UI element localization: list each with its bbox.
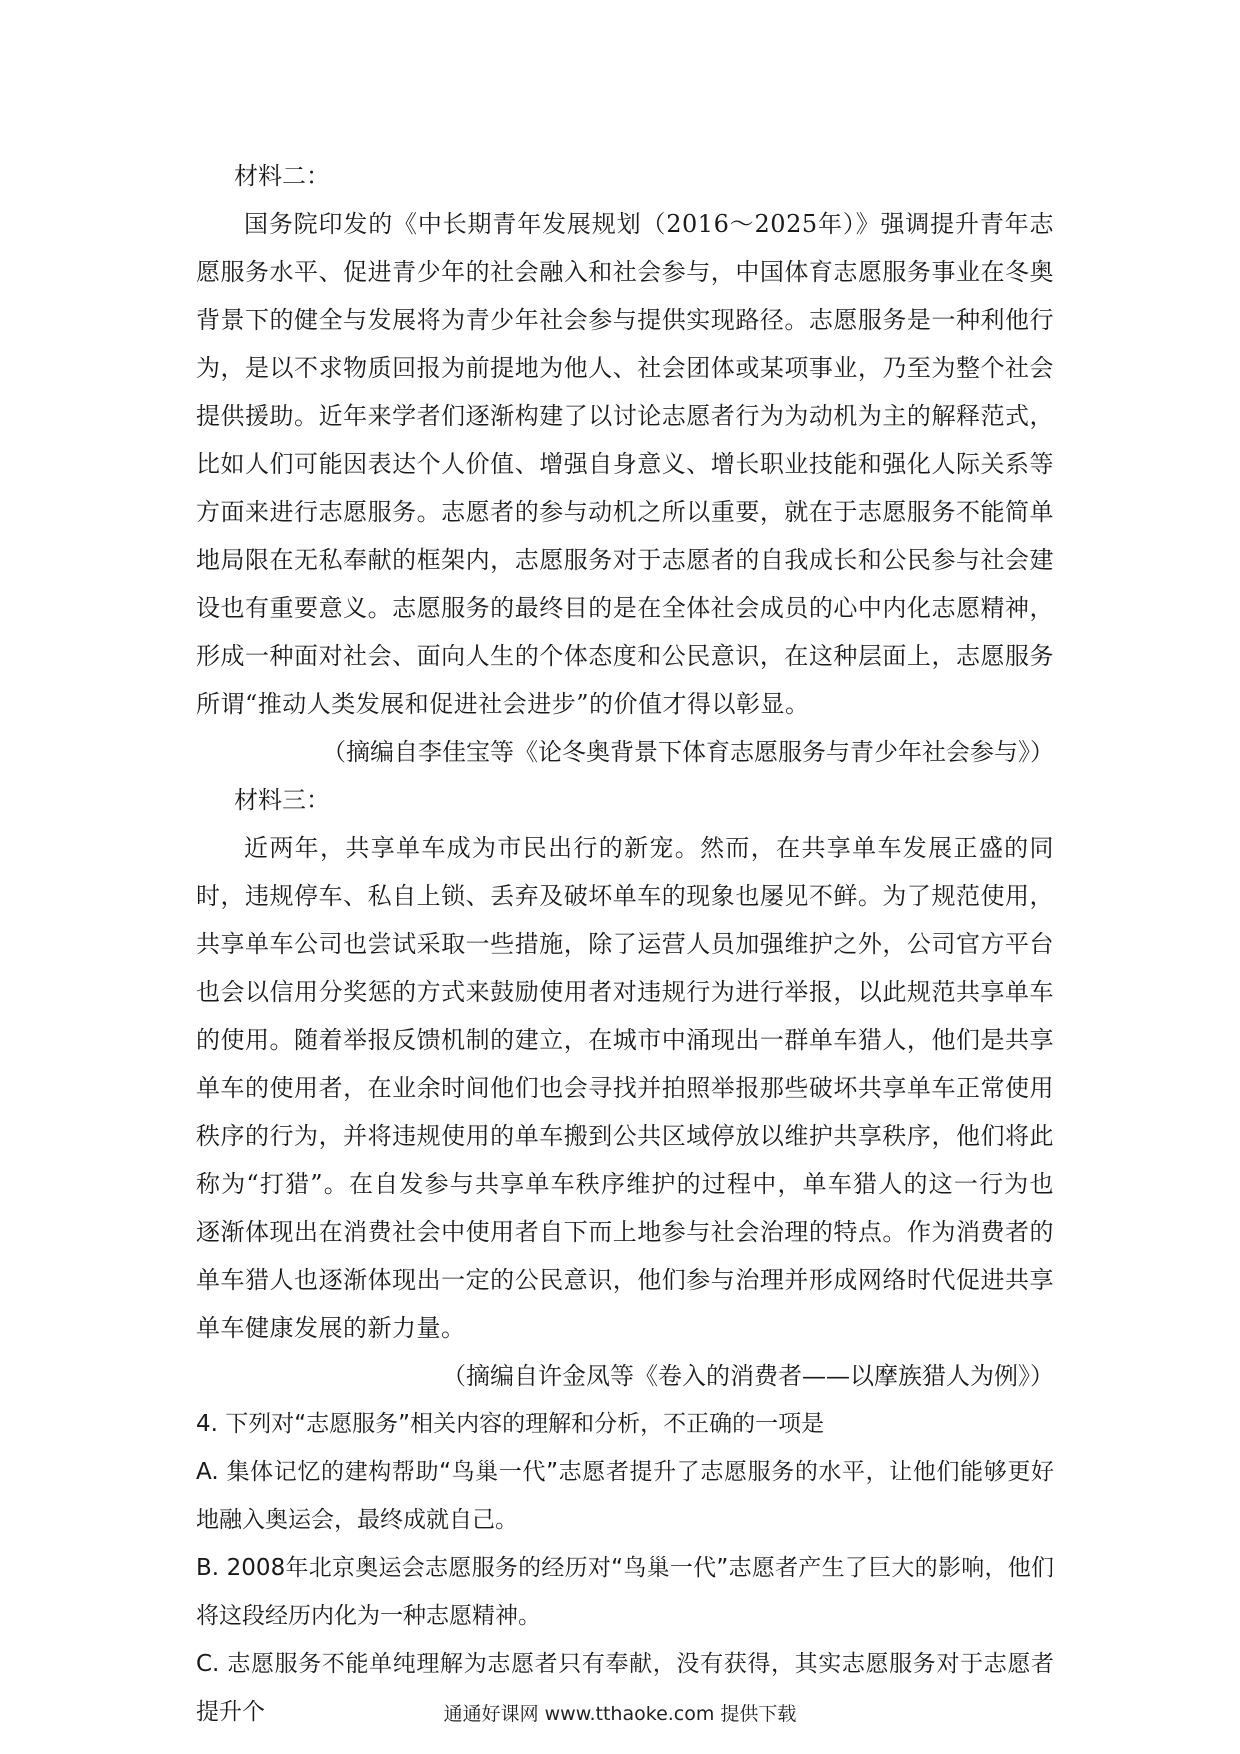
material-2-source: （摘编自李佳宝等《论冬奥背景下体育志愿服务与青少年社会参与》） bbox=[322, 738, 1054, 766]
question-4-option-c: C. 志愿服务不能单纯理解为志愿者只有奉献，没有获得，其实志愿服务对于志愿者提升个 bbox=[196, 1651, 1054, 1725]
material-3-source: （摘编自许金凤等《卷入的消费者——以摩族猎人为例》） bbox=[442, 1362, 1054, 1390]
material-3-paragraph: 近两年，共享单车成为市民出行的新宠。然而，在共享单车发展正盛的同时，违规停车、私自上锁、丢弃及破坏单车的现象也屡见不鲜。为了规范使用，共享单车公司也尝试采取一些措施，除了运营人员加强维护之外，公司官方平台也会以信用分奖惩的方式来鼓励使用者对违规行为进行举报，以此规范共享单车的使用。随着举报反馈机制的建立，在城市中涌现出一群单车猎人，他们是共享单车的使用者，在业余时间他们也会寻找并拍照举报那些破坏共享单车正常使用秩序的行为，并将违规使用的单车搬到公共区域停放以维护共享秩序，他们将此称为“打猎”。在自发参与共享单车秩序维护的过程中，单车猎人的这一行为也逐渐体现出在消费社会中使用者自下而上地参与社会治理的特点。作为消费者的单车猎人也逐渐体现出一定的公民意识，他们参与治理并形成网络时代促进共享单车健康发展的新力量。 bbox=[196, 834, 1054, 1342]
material-2-heading: 材料二： bbox=[234, 162, 330, 190]
question-4 bbox=[196, 1400, 1054, 1736]
page-footer: 通通好课网 www.tthaoke.com 提供下载 bbox=[443, 1703, 797, 1725]
material-2-paragraph: 国务院印发的《中长期青年发展规划（2016～2025年）》强调提升青年志愿服务水平、促进青少年的社会融入和社会参与，中国体育志愿服务事业在冬奥背景下的健全与发展将为青少年社会参与提供实现路径。志愿服务是一种利他行为，是以不求物质回报为前提地为他人、社会团体或某项事业，乃至为整个社会提供援助。近年来学者们逐渐构建了以讨论志愿者行为为动机为主的解释范式，比如人们可能因表达个人价值、增强自身意义、增长职业技能和强化人际关系等方面来进行志愿服务。志愿者的参与动机之所以重要，就在于志愿服务不能简单地局限在无私奉献的框架内，志愿服务对于志愿者的自我成长和公民参与社会建设也有重要意义。志愿服务的最终目的是在全体社会成员的心中内化志愿精神，形成一种面对社会、面向人生的个体态度和公民意识，在这种层面上，志愿服务所谓“推动人类发展和促进社会进步”的价值才得以彰显。 bbox=[196, 210, 1054, 718]
material-3-heading: 材料三： bbox=[234, 786, 330, 814]
document-body bbox=[196, 152, 1054, 1736]
question-4-option-a: A. 集体记忆的建构帮助“鸟巢一代”志愿者提升了志愿服务的水平，让他们能够更好地融入奥运会，最终成就自己。 bbox=[196, 1459, 1054, 1533]
question-4-title: 4. 下列对“志愿服务”相关内容的理解和分析，不正确的一项是 bbox=[196, 1411, 825, 1437]
question-4-option-b: B. 2008年北京奥运会志愿服务的经历对“鸟巢一代”志愿者产生了巨大的影响，他们将这段经历内化为一种志愿精神。 bbox=[196, 1555, 1054, 1629]
